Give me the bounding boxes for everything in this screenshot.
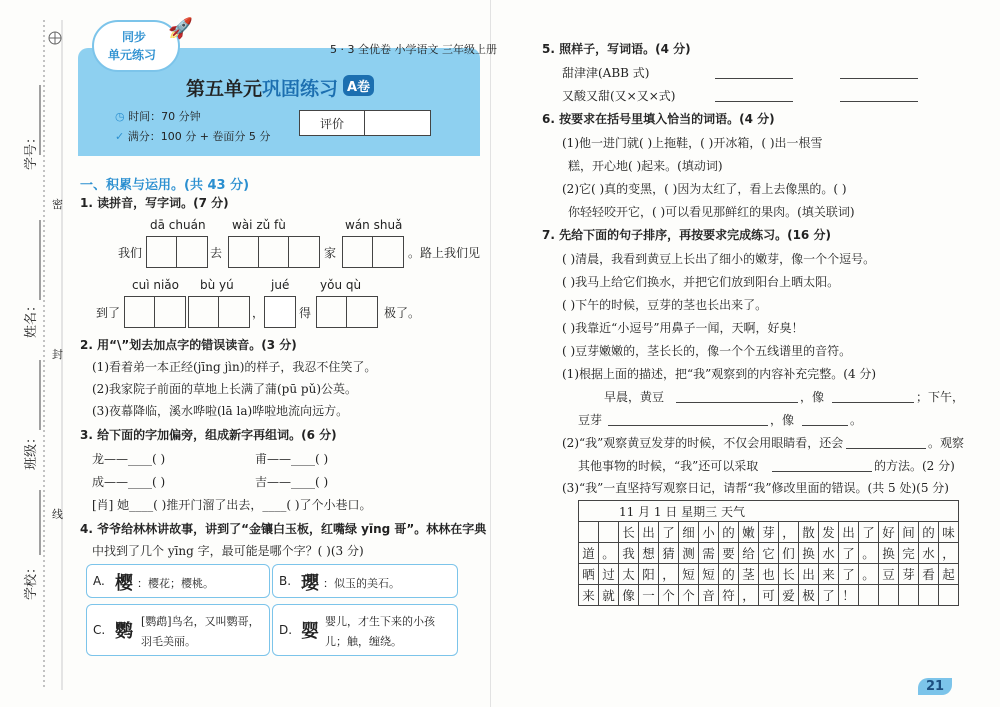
diary-grid <box>578 500 959 606</box>
diary-cell: 晒 <box>579 564 599 585</box>
q2-line2: (2)我家院子前面的草地上长满了蒲(pū pǔ)公英。 <box>92 382 357 396</box>
answer-box-youqu[interactable] <box>316 296 378 328</box>
q5-line2: 又酸又甜(又×又×式) <box>562 89 676 103</box>
q6-line3: (2)它( )真的变黑，( )因为太红了，看上去像黑的。( ) <box>562 182 847 196</box>
diary-cell: 间 <box>899 522 919 543</box>
page-number: 21 <box>918 678 952 695</box>
q3-row1b: 甫——____( ) <box>255 452 329 466</box>
diary-cell: 一 <box>639 585 659 606</box>
q4-title: 4. 爷爷给林林讲故事，讲到了“金镶白玉板，红嘴绿 yīng 哥”。林林在字典 <box>80 522 487 536</box>
diary-cell: 完 <box>899 543 919 564</box>
diary-row <box>579 501 959 522</box>
q3-row1a: 龙——____( ) <box>92 452 166 466</box>
q1-pinyin-7: yǒu qù <box>320 278 362 292</box>
diary-cell <box>879 585 899 606</box>
diary-cell: 好 <box>879 522 899 543</box>
diary-cell: 的 <box>719 522 739 543</box>
q7-title: 7. 先给下面的句子排序，再按要求完成练习。(16 分) <box>542 228 831 242</box>
check-icon: ✓ <box>115 130 125 143</box>
diary-cell: 换 <box>879 543 899 564</box>
q7-part1: (1)根据上面的描述，把“我”观察到的内容补充完整。(4 分) <box>562 367 877 381</box>
diary-cell: ！ <box>839 585 859 606</box>
diary-cell: 个 <box>659 585 679 606</box>
diary-cell <box>899 585 919 606</box>
q7-sentence-5: ( )豆芽嫩嫩的，茎长长的，像一个个五线谱里的音符。 <box>562 344 852 358</box>
q1-pinyin-3: wán shuǎ <box>345 218 403 232</box>
diary-cell: 想 <box>639 543 659 564</box>
page-fold <box>490 0 491 707</box>
school-label: 学校： <box>24 560 39 600</box>
option-c[interactable]: C. 鹦 [鹦鹉]鸟名，又叫鹦哥， 羽毛美丽。 <box>86 604 270 656</box>
diary-cell: 可 <box>759 585 779 606</box>
diary-cell: 极 <box>799 585 819 606</box>
q7-part2: (2)“我”观察黄豆发芽的时候，不仅会用眼睛看，还会 <box>562 436 844 450</box>
diary-cell: 芽 <box>899 564 919 585</box>
q7-part3: (3)“我”一直坚持写观察日记，请帮“我”修改里面的错误。(共 5 处)(5 分) <box>562 481 949 495</box>
class-label: 班级： <box>24 430 39 470</box>
diary-cell: 符 <box>719 585 739 606</box>
diary-cell: 它 <box>759 543 779 564</box>
diary-cell: 我 <box>619 543 639 564</box>
q1-pinyin-4: cuì niǎo <box>132 278 179 292</box>
title-tag: A卷 <box>343 75 374 96</box>
q3-row3: [肖] 她____( )推开门溜了出去，____( )了个小巷口。 <box>92 498 372 512</box>
q6-line2: 糕，开心地( )起来。(填动词) <box>568 159 723 173</box>
answer-box-jue[interactable] <box>264 296 296 328</box>
seal-xian: 线 <box>52 508 63 521</box>
rocket-icon: 🚀 <box>168 16 193 40</box>
q5-line1: 甜津津(ABB 式) <box>562 66 650 80</box>
badge-line2: 单元练习 <box>108 48 157 62</box>
q5-blank-4[interactable] <box>840 101 918 102</box>
diary-cell: 。 <box>859 564 879 585</box>
diary-cell: 了 <box>819 585 839 606</box>
diary-cell: 阳 <box>639 564 659 585</box>
option-b[interactable]: B. 瓔 ：似玉的美石。 <box>272 564 458 598</box>
diary-cell: 来 <box>579 585 599 606</box>
diary-cell: ， <box>779 522 799 543</box>
diary-cell <box>919 585 939 606</box>
diary-cell: ， <box>939 543 959 564</box>
diary-cell: 散 <box>799 522 819 543</box>
q7-blank-4[interactable] <box>802 425 848 426</box>
binding-gutter <box>0 0 72 707</box>
badge-line1: 同步 <box>122 30 147 44</box>
answer-box-dachuan[interactable] <box>146 236 208 268</box>
seal-feng: 封 <box>52 348 63 361</box>
time-info: ◷ 时间：70 分钟 <box>115 110 201 123</box>
q6-title: 6. 按要求在括号里填入恰当的词语。(4 分) <box>542 112 775 126</box>
diary-cell: 的 <box>919 522 939 543</box>
diary-cell: 了 <box>839 564 859 585</box>
diary-cell: 细 <box>679 522 699 543</box>
q7-blank-6[interactable] <box>772 471 872 472</box>
diary-cell: 给 <box>739 543 759 564</box>
q7-blank-5[interactable] <box>846 448 926 449</box>
diary-cell: 水 <box>919 543 939 564</box>
answer-box-cuiniao[interactable] <box>124 296 186 328</box>
clock-icon: ◷ <box>115 110 125 123</box>
diary-cell: 出 <box>799 564 819 585</box>
q3-title: 3. 给下面的字加偏旁，组成新字再组词。(6 分) <box>80 428 337 442</box>
diary-cell: ， <box>659 564 679 585</box>
section-title: 一、积累与运用。(共 43 分) <box>80 178 250 193</box>
q3-row2a: 成——____( ) <box>92 475 166 489</box>
diary-cell: 短 <box>679 564 699 585</box>
diary-cell: 爱 <box>779 585 799 606</box>
score-info: ✓ 满分：100 分 + 卷面分 5 分 <box>115 130 271 143</box>
q1-pinyin-5: bù yú <box>200 278 234 292</box>
diary-cell: 看 <box>919 564 939 585</box>
q7-blank-1[interactable] <box>676 402 798 403</box>
q7-blank-3[interactable] <box>608 425 768 426</box>
evaluation-box <box>299 110 431 136</box>
diary-cell: 小 <box>699 522 719 543</box>
diary-cell: 长 <box>779 564 799 585</box>
diary-cell <box>579 522 599 543</box>
diary-row <box>579 522 959 543</box>
diary-cell: 芽 <box>759 522 779 543</box>
diary-cell: 音 <box>699 585 719 606</box>
diary-cell: 们 <box>779 543 799 564</box>
answer-box-wanshua[interactable] <box>342 236 404 268</box>
diary-row <box>579 564 959 585</box>
diary-cell: 过 <box>599 564 619 585</box>
workbook-page: 学号： 姓名： 班级： 学校： 密 封 线 同步 单元练习 🚀 5 · 3 全优卷 小学语文 三年级上册 第五单元巩固练习 A卷 ◷ 时间：70 分钟 ✓ 满分：100 分 + 卷面分 5 分 评价 一、积累与运用。(共 43 分) 1. 读拼音，写字词。(7 分) dā chuán wài zǔ fù wán shuǎ 我们 去 家 。路上我们见 cuì niǎo bù yú jué yǒu qù 到了 ， 得 极了。 2. 用“\”划去加点字的错误读音。(3 分) (1)看着弟一本正经(jīng jìn)的样子，我忍不住笑了。 (2)我家院子前面的草地上长满了蒲(pū pǔ)公英。 (3)夜幕降临，溪水哗啦(lā la)哗啦地流向远方。 3. 给下面的字加偏旁，组成新字再组词。(6 分) 龙——____( ) 甫——____( ) 成——____( ) 吉——____( ) [肖] 她____( )推开门溜了出去，____( )了个小巷口。 4. 爷爷给林林讲故事，讲到了“金镶白玉板，红嘴绿 yīng 哥”。林林在字典 中找到了几个 yīng 字，最可能是哪个字？( )(3 分) A. 樱 ：樱花；樱桃。 B. 瓔 ：似玉的美石。 C. 鹦 [鹦鹉]鸟名，又叫鹦哥， 羽毛美丽。 D. 婴 婴儿，才生下来的小孩 儿；触，缠绕。 5. 照样子，写词语。(4 分) 甜津津(ABB 式) 又酸又甜(又×又×式) 6. 按要求在括号里填入恰当的词语。(4 分) (1)他一进门就( )上拖鞋，( )开冰箱，( )出一根雪 糕，开心地( )起来。(填动词) (2)它( )真的变黑，( )因为太红了，看上去像黑的。( ) 你轻轻咬开它，( )可以看见那鲜红的果肉。(填关联词) 7. 先给下面的句子排序，再按要求完成练习。(16 分) ( )清晨，我看到黄豆上长出了细小的嫩芽，像一个个逗号。 ( )我马上给它们换水，并把它们放到阳台上晒太阳。 ( )下午的时候，豆芽的茎也长出来了。 ( )我靠近“小逗号”用鼻子一闻，天啊，好臭！ ( )豆芽嫩嫩的，茎长长的，像一个个五线谱里的音符。 (1)根据上面的描述，把“我”观察到的内容补充完整。(4 分) 早晨，黄豆 ，像 ；下午， 豆芽 ，像 。 (2)“我”观察黄豆发芽的时候，不仅会用眼睛看，还会 。观察 其他事物的时候，“我”还可以采取 的方法。(2 分) (3)“我”一直坚持写观察日记，请帮“我”修改里面的错误。(共 5 处)(5 分) 11 月 1 日 星期三 天气 长 出 了 细 小 的 嫩 芽 ， 散 发 出 了 好 间 的 味 道 。 我 想 猜 测 需 要 给 它 们 换 水 了 。 换 完 水 ， 晒 过 太 阳 ， 短 短 的 茎 也 长 出 来 了 。 豆 芽 看 起 来 就 像 一 个 个 音 符 ， 可 爱 极 了 ！ 21 <box>0 0 1000 707</box>
diary-cell <box>599 522 619 543</box>
diary-cell: 长 <box>619 522 639 543</box>
diary-cell: 就 <box>599 585 619 606</box>
diary-row <box>579 543 959 564</box>
diary-cell: 了 <box>859 522 879 543</box>
q5-blank-3[interactable] <box>715 101 793 102</box>
diary-cell: 像 <box>619 585 639 606</box>
diary-cell: 水 <box>819 543 839 564</box>
unit-badge <box>92 20 180 72</box>
q1-pinyin-6: jué <box>271 278 290 292</box>
diary-cell: 测 <box>679 543 699 564</box>
diary-cell: 出 <box>639 522 659 543</box>
page-title: 第五单元巩固练习 <box>186 78 339 100</box>
diary-cell: 发 <box>819 522 839 543</box>
diary-cell: 个 <box>679 585 699 606</box>
diary-cell: 道 <box>579 543 599 564</box>
diary-cell: 来 <box>819 564 839 585</box>
diary-cell: 。 <box>859 543 879 564</box>
diary-cell: 出 <box>839 522 859 543</box>
q1-pinyin-1: dā chuán <box>150 218 206 232</box>
evaluation-label: 评价 <box>320 117 345 131</box>
q2-title: 2. 用“\”划去加点字的错误读音。(3 分) <box>80 338 297 352</box>
diary-cell: 嫩 <box>739 522 759 543</box>
option-d[interactable]: D. 婴 婴儿，才生下来的小孩 儿；触，缠绕。 <box>272 604 458 656</box>
diary-cell: 了 <box>659 522 679 543</box>
diary-cell: 豆 <box>879 564 899 585</box>
q2-line3: (3)夜幕降临，溪水哗啦(lā la)哗啦地流向远方。 <box>92 404 349 418</box>
diary-header: 11 月 1 日 星期三 天气 <box>579 501 959 522</box>
diary-cell: 短 <box>699 564 719 585</box>
option-a[interactable]: A. 樱 ：樱花；樱桃。 <box>86 564 270 598</box>
q4-title2: 中找到了几个 yīng 字，最可能是哪个字？( )(3 分) <box>92 544 364 558</box>
q1-title: 1. 读拼音，写字词。(7 分) <box>80 196 229 210</box>
q3-row2b: 吉——____( ) <box>255 475 329 489</box>
q1-pinyin-2: wài zǔ fù <box>232 218 286 232</box>
diary-cell: 太 <box>619 564 639 585</box>
diary-cell <box>939 585 959 606</box>
student-number-label: 学号： <box>24 130 39 170</box>
q7-blank-2[interactable] <box>832 402 914 403</box>
q6-line1: (1)他一进门就( )上拖鞋，( )开冰箱，( )出一根雪 <box>562 136 823 150</box>
q6-line4: 你轻轻咬开它，( )可以看见那鲜红的果肉。(填关联词) <box>568 205 855 219</box>
diary-cell: 也 <box>759 564 779 585</box>
diary-cell <box>859 585 879 606</box>
diary-cell: 起 <box>939 564 959 585</box>
diary-cell: 的 <box>719 564 739 585</box>
q2-line1: (1)看着弟一本正经(jīng jìn)的样子，我忍不住笑了。 <box>92 360 377 374</box>
diary-cell: 。 <box>599 543 619 564</box>
seal-mi: 密 <box>52 198 63 211</box>
q7-sentence-3: ( )下午的时候，豆芽的茎也长出来了。 <box>562 298 768 312</box>
answer-box-waizufu[interactable] <box>228 236 320 268</box>
q7-sentence-4: ( )我靠近“小逗号”用鼻子一闻，天啊，好臭！ <box>562 321 804 335</box>
diary-cell: 了 <box>839 543 859 564</box>
diary-cell: 需 <box>699 543 719 564</box>
q5-blank-2[interactable] <box>840 78 918 79</box>
answer-box-buyu[interactable] <box>188 296 250 328</box>
diary-cell: 茎 <box>739 564 759 585</box>
q7-sentence-2: ( )我马上给它们换水，并把它们放到阳台上晒太阳。 <box>562 275 840 289</box>
diary-cell: 要 <box>719 543 739 564</box>
q5-blank-1[interactable] <box>715 78 793 79</box>
name-label: 姓名： <box>24 298 39 338</box>
diary-row <box>579 585 959 606</box>
q7-sentence-1: ( )清晨，我看到黄豆上长出了细小的嫩芽，像一个个逗号。 <box>562 252 876 266</box>
q5-title: 5. 照样子，写词语。(4 分) <box>542 42 691 56</box>
series-label: 5 · 3 全优卷 小学语文 三年级上册 <box>330 43 497 56</box>
diary-cell: 猜 <box>659 543 679 564</box>
diary-cell: ， <box>739 585 759 606</box>
diary-cell: 换 <box>799 543 819 564</box>
diary-cell: 味 <box>939 522 959 543</box>
